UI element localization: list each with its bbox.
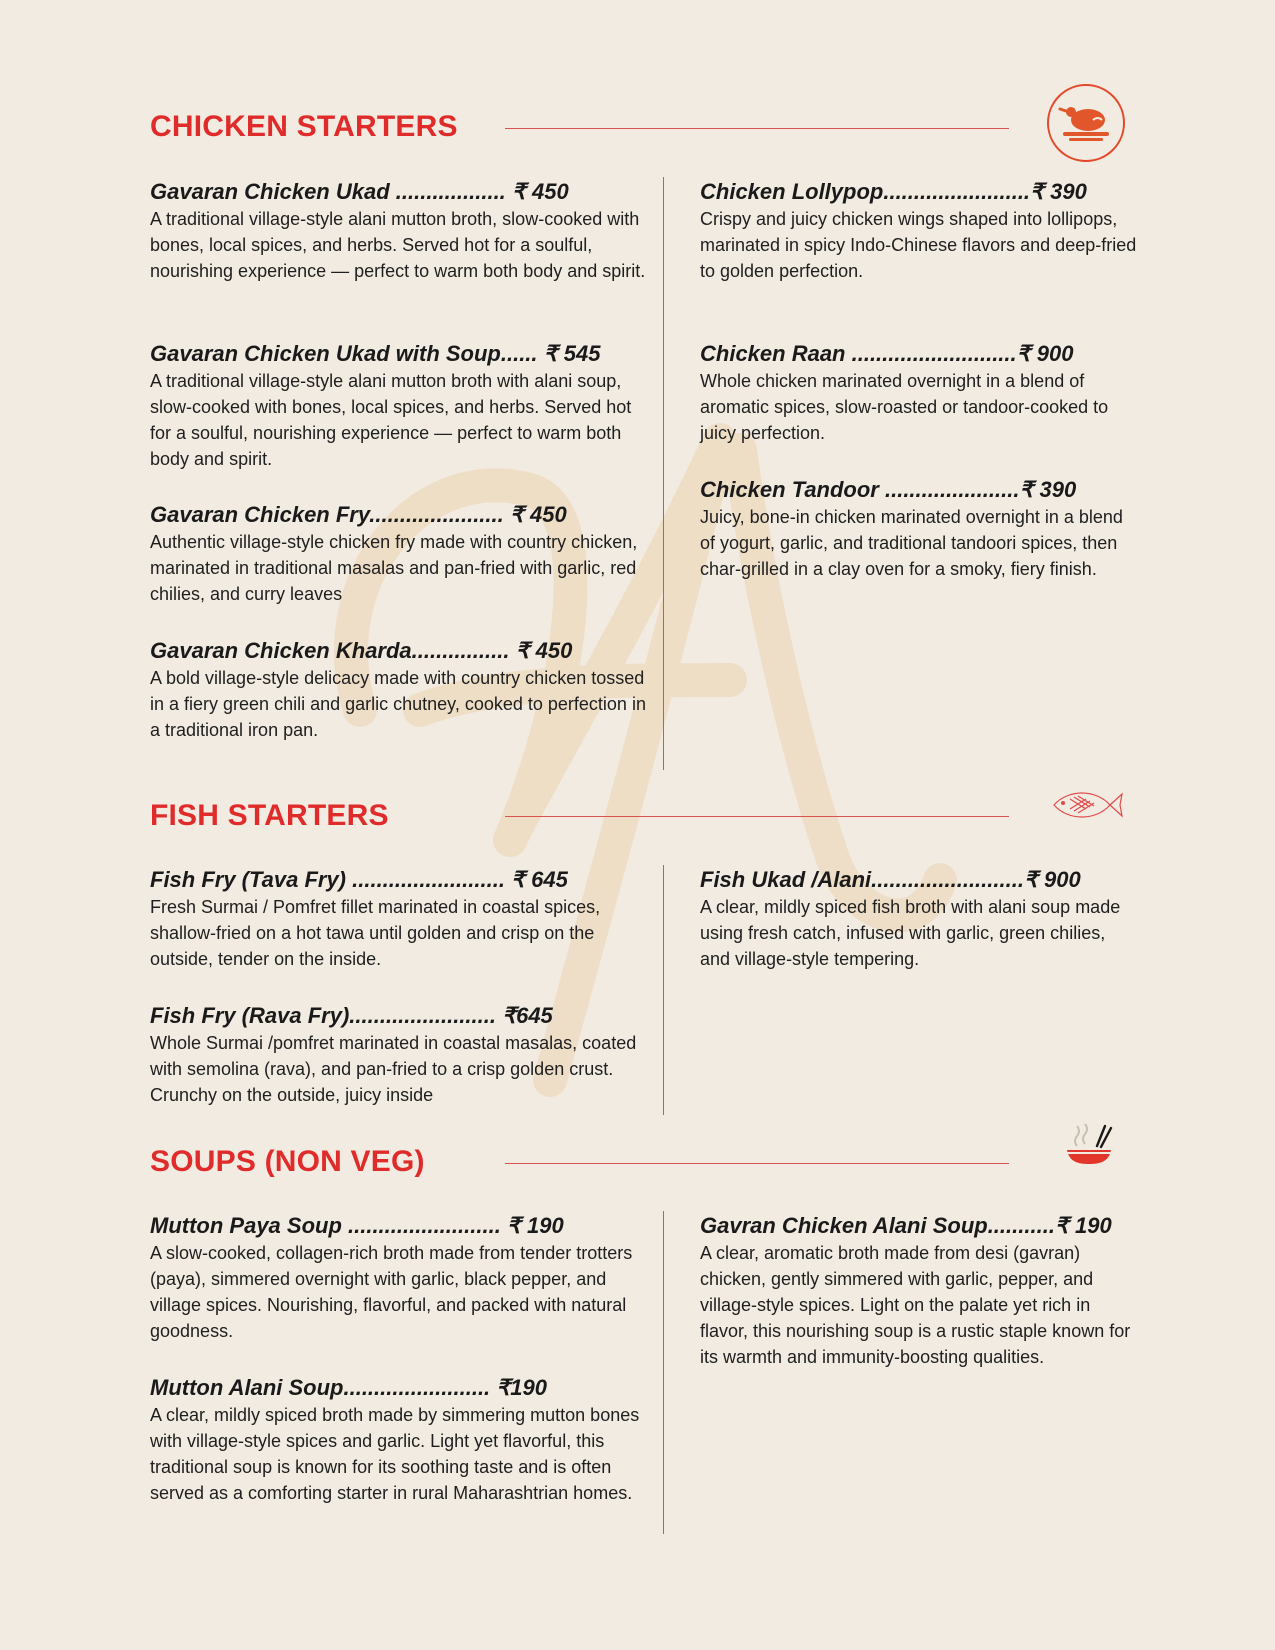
item-title: Gavaran Chicken Kharda................ ₹ 450	[150, 638, 573, 663]
item-title: Fish Fry (Rava Fry)........................ ₹645	[150, 1003, 553, 1028]
item-description: Authentic village-style chicken fry made with country chicken, marinated in traditional masalas and pan-fried with garlic, red chilies, and curry leaves	[150, 532, 638, 604]
soup-bowl-icon	[1063, 1122, 1115, 1168]
item-title: Gavaran Chicken Ukad with Soup...... ₹ 545	[150, 341, 601, 366]
menu-item	[150, 1212, 650, 1344]
item-description: Crispy and juicy chicken wings shaped into lollipops, marinated in spicy Indo-Chinese flavors and deep-fried to golden perfection.	[700, 209, 1137, 281]
item-description: A traditional village-style alani mutton broth with alani soup, slow-cooked with bones, local spices, and herbs. Served hot for a soulful, nourishing experience — perfect to warm both body and spirit.	[150, 371, 632, 469]
section-title: SOUPS (NON VEG)	[150, 1145, 425, 1178]
item-description: A clear, aromatic broth made from desi (gavran) chicken, gently simmered with garlic, pepper, and village-style spices. Light on the palate yet rich in flavor, this nourishing soup is a rustic staple known for its warmth and immunity-boosting qualities.	[700, 1243, 1131, 1367]
menu-item	[150, 1374, 650, 1506]
item-title: Fish Ukad /Alani.........................₹ 900	[700, 867, 1081, 892]
item-description: A clear, mildly spiced broth made by simmering mutton bones with village-style spices and garlic. Light yet flavorful, this traditional soup is known for its soothing taste and is often served as a comforting starter in rural Maharashtrian homes.	[150, 1405, 640, 1503]
item-description: A clear, mildly spiced fish broth with alani soup made using fresh catch, infused with garlic, green chilies, and village-style tempering.	[700, 897, 1121, 969]
item-description: A bold village-style delicacy made with country chicken tossed in a fiery green chili and garlic chutney, cooked to perfection in a traditional iron pan.	[150, 668, 646, 740]
item-title: Fish Fry (Tava Fry) ......................... ₹ 645	[150, 867, 568, 892]
item-description: A traditional village-style alani mutton broth, slow-cooked with bones, local spices, and herbs. Served hot for a soulful, nourishing experience — perfect to warm both body and spirit.	[150, 209, 646, 281]
item-title: Gavaran Chicken Fry...................... ₹ 450	[150, 502, 567, 527]
section-title: FISH STARTERS	[150, 799, 389, 832]
section-title: CHICKEN STARTERS	[150, 110, 458, 143]
item-title: Chicken Tandoor ......................₹ 390	[700, 477, 1077, 502]
column-divider	[663, 1211, 664, 1534]
item-title: Chicken Lollypop........................₹ 390	[700, 179, 1087, 204]
item-title: Mutton Alani Soup........................ ₹190	[150, 1375, 547, 1400]
item-title: Mutton Paya Soup ......................... ₹ 190	[150, 1213, 564, 1238]
item-description: A slow-cooked, collagen-rich broth made from tender trotters (paya), simmered overnight with garlic, black pepper, and village spices. Nourishing, flavorful, and packed with natural goodness.	[150, 1243, 633, 1341]
item-description: Juicy, bone-in chicken marinated overnight in a blend of yogurt, garlic, and traditional tandoori spices, then char-grilled in a clay oven for a smoky, fiery finish.	[700, 507, 1123, 579]
item-title: Chicken Raan ...........................₹ 900	[700, 341, 1074, 366]
item-description: Whole Surmai /pomfret marinated in coastal masalas, coated with semolina (rava), and pan-fried to a crisp golden crust. Crunchy on the outside, juicy inside	[150, 1033, 637, 1105]
item-description: Whole chicken marinated overnight in a blend of aromatic spices, slow-roasted or tandoor-cooked to juicy perfection.	[700, 371, 1109, 443]
menu-item	[700, 1212, 1140, 1370]
item-title: Gavran Chicken Alani Soup...........₹ 190	[700, 1213, 1112, 1238]
section-rule	[505, 1163, 1009, 1164]
item-title: Gavaran Chicken Ukad .................. ₹ 450	[150, 179, 569, 204]
item-description: Fresh Surmai / Pomfret fillet marinated in coastal spices, shallow-fried on a hot tawa until golden and crisp on the outside, tender on the inside.	[150, 897, 601, 969]
